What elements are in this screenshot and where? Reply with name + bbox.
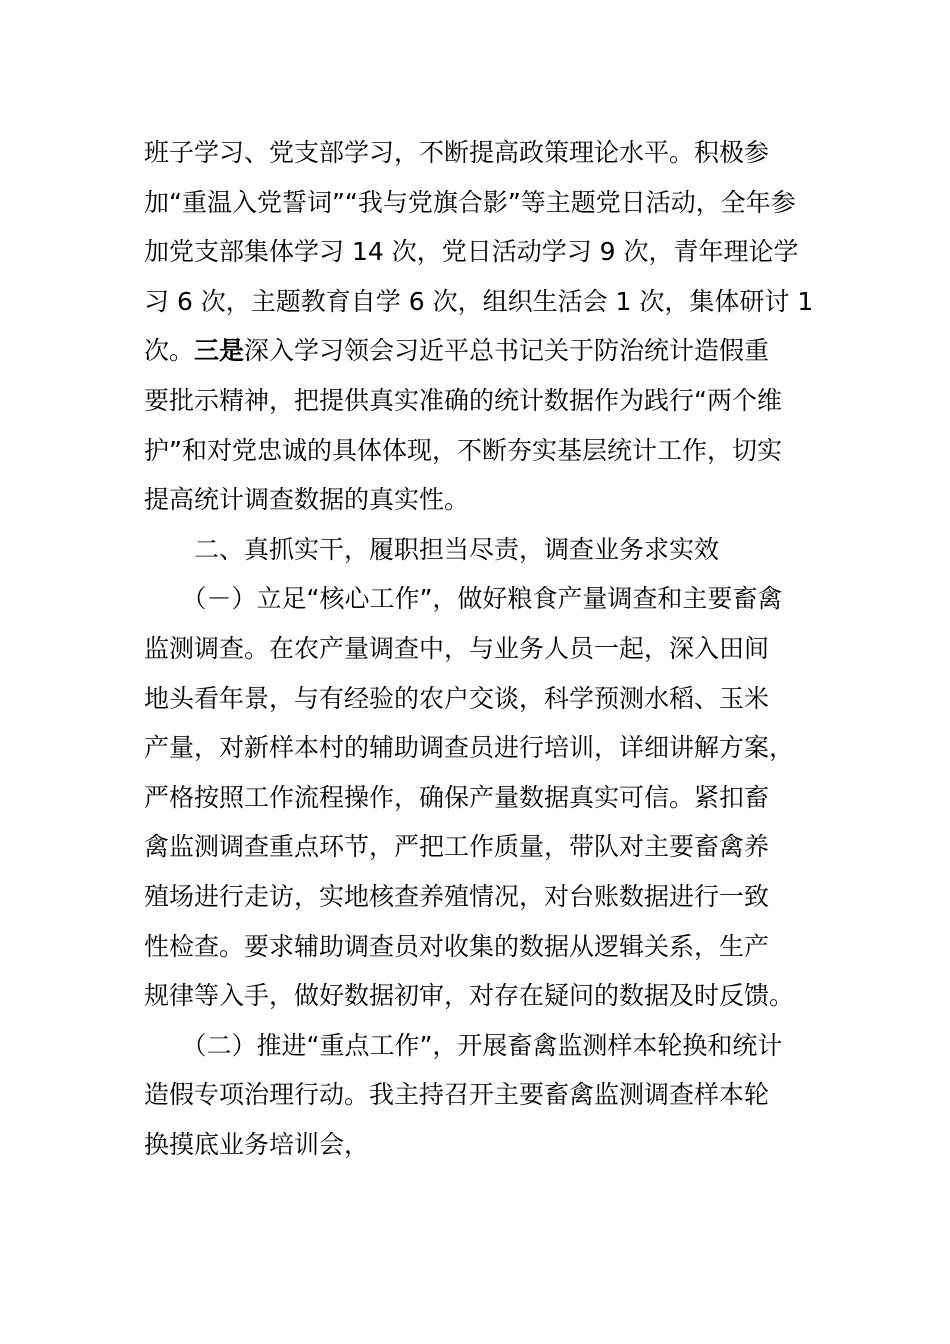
section-heading-2: 二、真抓实干，履职担当尽责，调查业务求实效 xyxy=(144,534,720,564)
text-line-10: （－）立足“核心工作”，做好粮食产量调查和主要畜禽 xyxy=(144,584,783,614)
text-line-17: 性检查。要求辅助调查员对收集的数据从逻辑关系，生产 xyxy=(144,931,770,961)
text-line-18: 规律等入手，做好数据初审，对存在疑问的数据及时反馈。 xyxy=(144,981,795,1011)
text-line-21: 换摸底业务培训会， xyxy=(144,1129,370,1159)
text-line-11: 监测调查。在农产量调查中，与业务人员一起，深入田间 xyxy=(144,633,770,663)
text-line-5-prefix: 次。 xyxy=(144,336,195,366)
text-line-3: 加党支部集体学习 14 次，党日活动学习 9 次，青年理论学 xyxy=(144,237,799,267)
document-body xyxy=(144,128,814,1169)
text-line-19: （二）推进“重点工作”，开展畜禽监测样本轮换和统计 xyxy=(144,1030,783,1060)
text-line-2: 加“重温入党誓词”“我与党旗合影”等主题党日活动，全年参 xyxy=(144,187,796,217)
text-line-4: 习 6 次，主题教育自学 6 次，组织生活会 1 次，集体研讨 1 xyxy=(144,286,814,316)
text-line-6: 要批示精神，把提供真实准确的统计数据作为践行“两个维 xyxy=(144,385,782,415)
text-line-7: 护”和对党忠诚的具体体现，不断夯实基层统计工作，切实 xyxy=(144,435,782,465)
text-line-5-bold: 三是 xyxy=(194,336,245,366)
text-line-8: 提高统计调查数据的真实性。 xyxy=(144,485,470,515)
text-line-14: 严格按照工作流程操作，确保产量数据真实可信。紧扣畜 xyxy=(144,782,770,812)
text-line-1: 班子学习、党支部学习，不断提高政策理论水平。积极参 xyxy=(144,138,770,167)
text-line-13: 产量，对新样本村的辅助调查员进行培训，详细讲解方案， xyxy=(144,733,795,763)
text-line-12: 地头看年景，与有经验的农户交谈，科学预测水稻、玉米 xyxy=(144,683,770,713)
text-line-5 xyxy=(144,326,809,376)
text-line-20: 造假专项治理行动。我主持召开主要畜禽监测调查样本轮 xyxy=(144,1080,770,1110)
text-line-5-rest: 深入学习领会习近平总书记关于防治统计造假重 xyxy=(244,336,770,366)
text-line-15: 禽监测调查重点环节，严把工作质量，带队对主要畜禽养 xyxy=(144,832,770,862)
text-line-16: 殖场进行走访，实地核查养殖情况，对台账数据进行一致 xyxy=(144,881,770,911)
